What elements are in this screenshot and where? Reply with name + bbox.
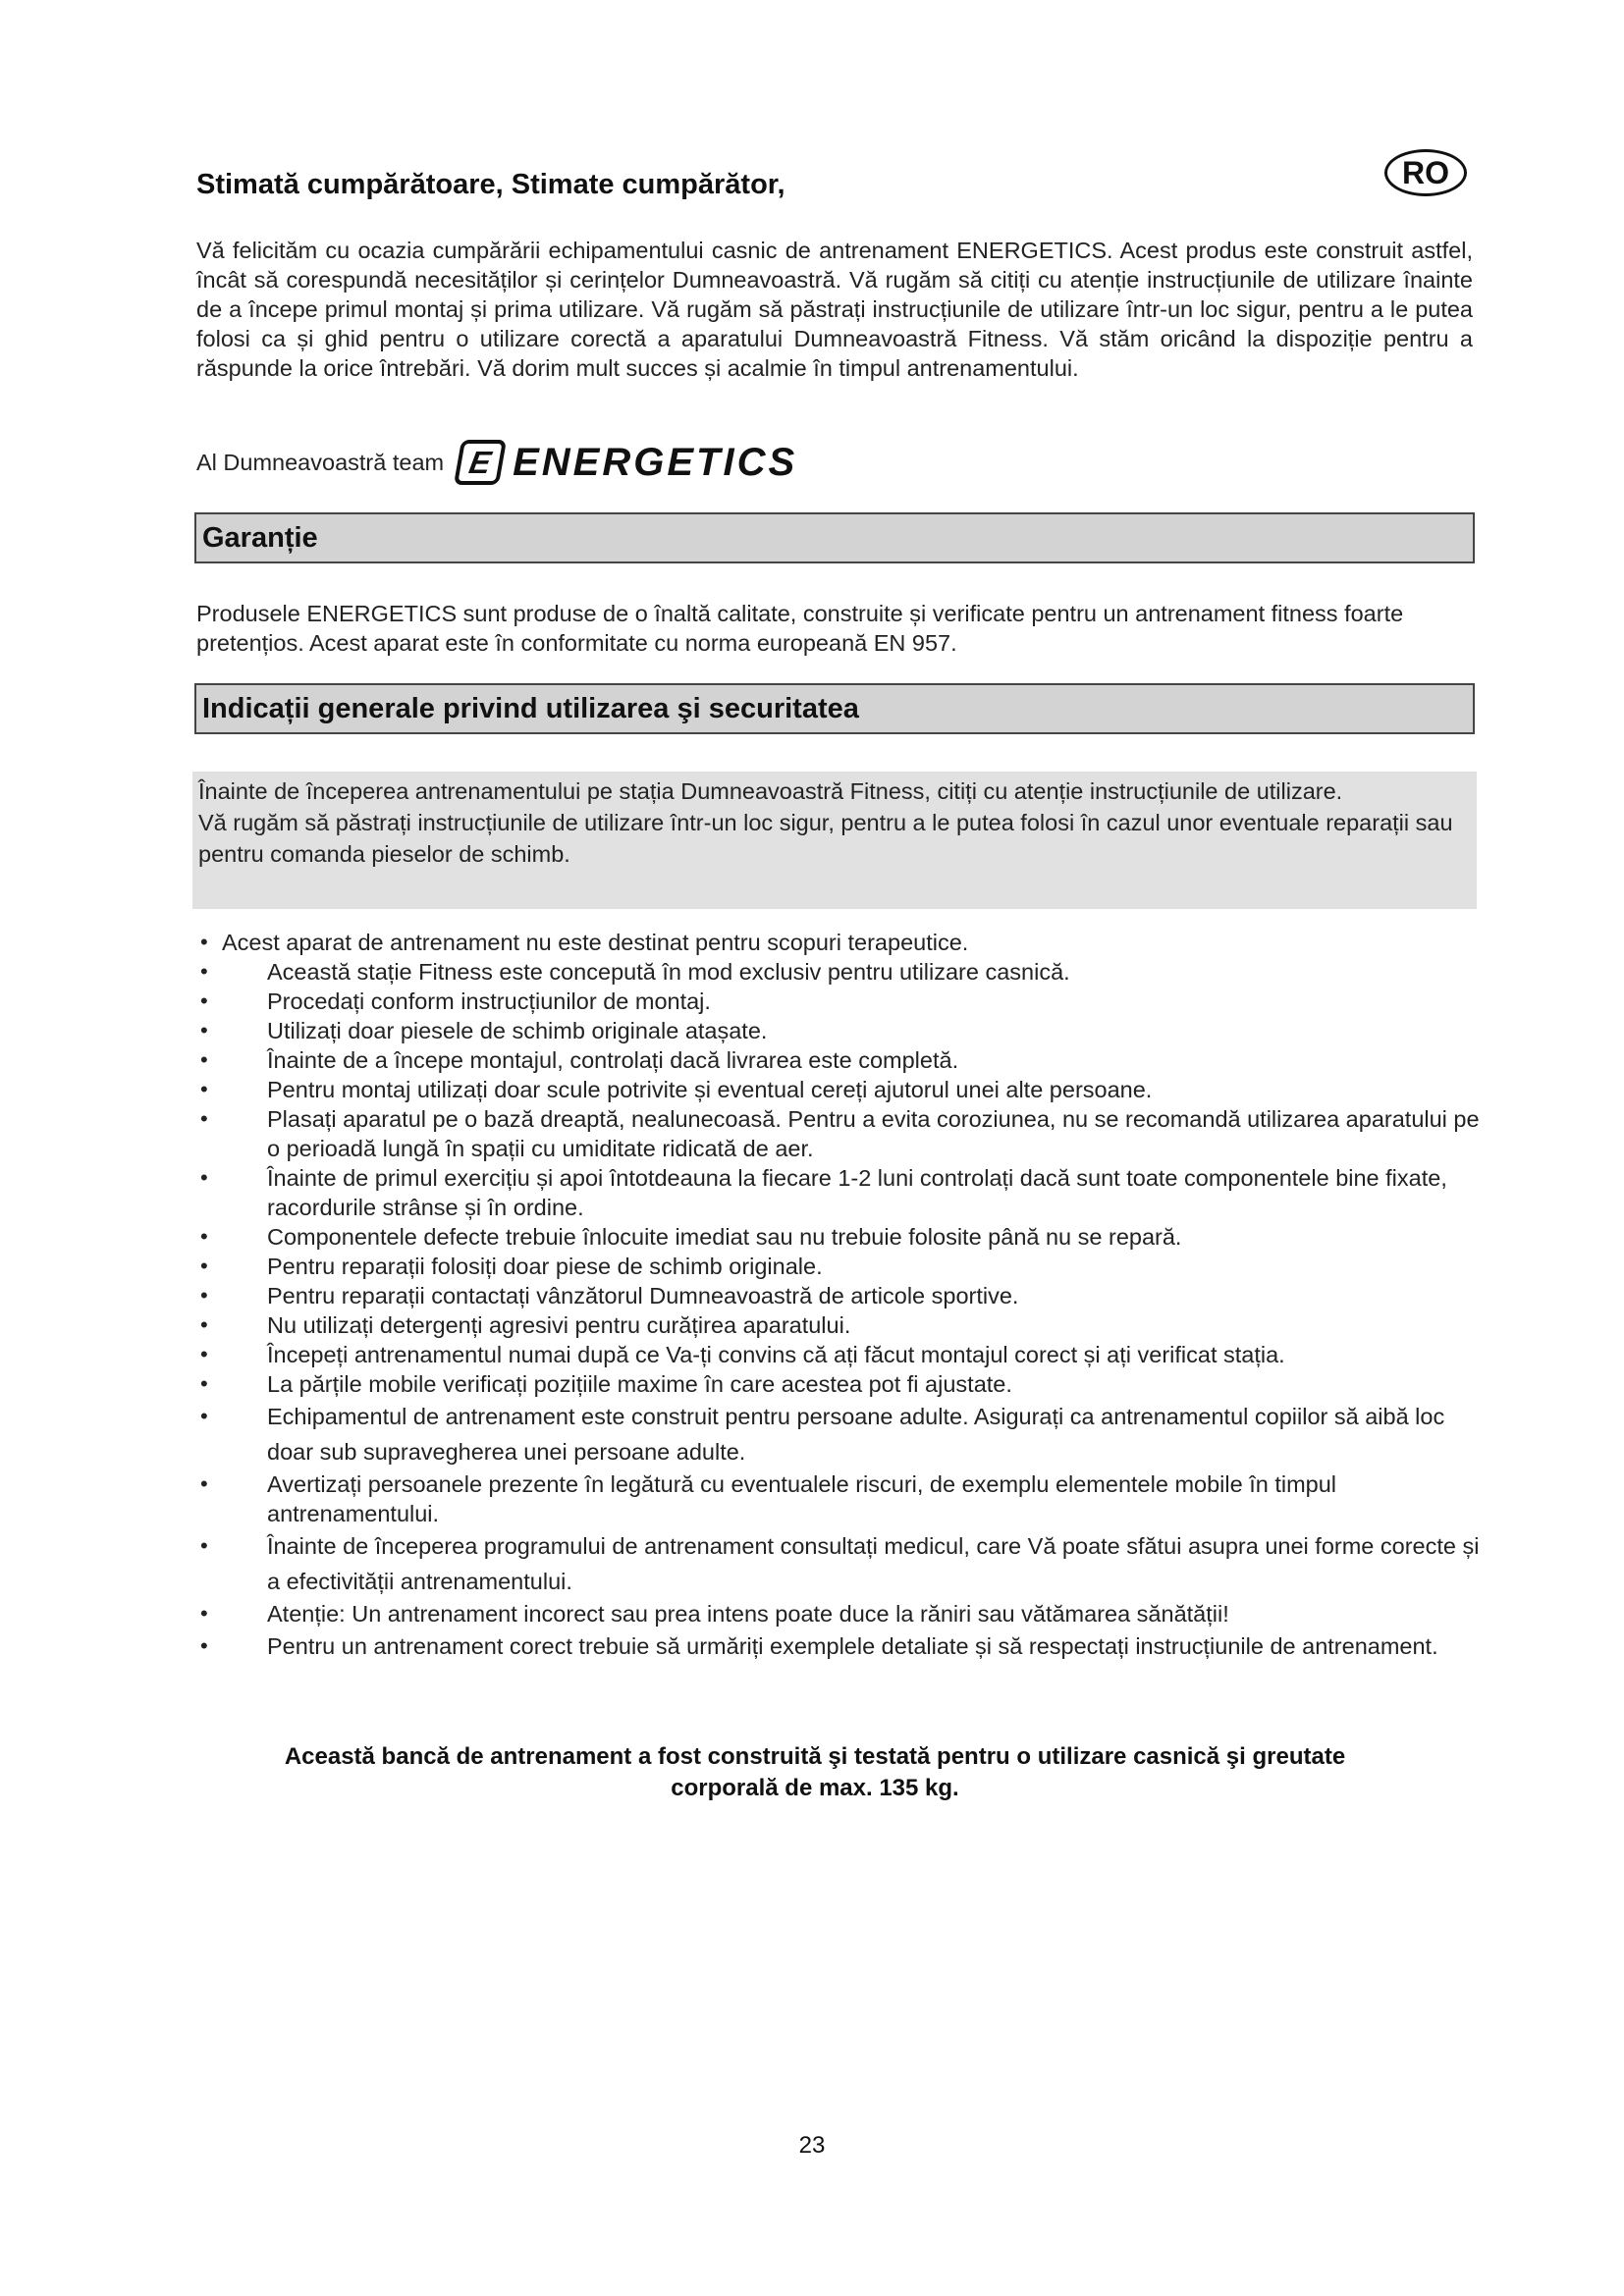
- bullet-icon: •: [200, 1254, 208, 1278]
- bullet-icon: •: [200, 1224, 208, 1249]
- warranty-heading: Garanție: [194, 512, 1475, 563]
- list-item: • Înainte de a începe montajul, controlați dacă livrarea este completă.: [200, 1047, 959, 1073]
- warranty-text: Produsele ENERGETICS sunt produse de o înaltă calitate, construite și verificate pentru un antrenament fitness foarte pretențios. Acest aparat este în conformitate cu norma europeană EN 957.: [196, 601, 1404, 656]
- bullet-icon: •: [200, 1283, 208, 1308]
- bullet-icon: •: [200, 1165, 208, 1190]
- intro-paragraph: Vă felicităm cu ocazia cumpărării echipamentului casnic de antrenament ENERGETICS. Acest produs este construit astfel, încât să corespundă necesităților și cerințelor Dumneavoastră. Vă rugăm să citiți cu atenție instrucțiunile de utilizare înainte de a începe primul montaj și prima utilizare. Vă rugăm să păstrați instrucțiunile de utilizare într-un loc sigur, pentru a le putea folosi ca și ghid pentru o utilizare corectă a aparatului Dumneavoastră Fitness. Vă stăm oricând la dispoziție pentru a răspunde la orice întrebări. Vă dorim mult succes și acalmie în timpul antrenamentului.: [196, 238, 1473, 381]
- closing-statement: [226, 1741, 1404, 1804]
- list-item: • Pentru montaj utilizați doar scule potrivite și eventual cereți ajutorul unei alte persoane.: [200, 1077, 1153, 1102]
- bullet-icon: •: [200, 1342, 208, 1366]
- list-item: • Avertizați persoanele prezente în legătură cu eventualele riscuri, de exemplu elementele mobile în timpul antrenamentului.: [200, 1471, 1337, 1526]
- list-item: • Plasați aparatul pe o bază dreaptă, nealunecoasă. Pentru a evita coroziunea, nu se recomandă utilizarea aparatului pe o perioadă lungă în spații cu umiditate ridicată de aer.: [200, 1106, 1480, 1161]
- closing-line-2: corporală de max. 135 kg.: [671, 1775, 959, 1801]
- list-item: • La părțile mobile verificați pozițiile maxime în care acestea pot fi ajustate.: [200, 1371, 1012, 1397]
- logo-mark-icon: E: [454, 440, 507, 485]
- list-item: • Echipamentul de antrenament este construit pentru persoane adulte. Asigurați ca antrenamentul copiilor să aibă loc doar sub supravegherea unei persoane adulte.: [196, 1399, 1483, 1469]
- list-item: • Înainte de începerea programului de antrenament consultați medicul, care Vă poate sfătui asupra unei forme corecte și a efectivității antrenamentului.: [196, 1528, 1483, 1599]
- list-item: • Pentru reparații contactați vânzătorul Dumneavoastră de articole sportive.: [200, 1283, 1019, 1308]
- bullet-icon: •: [200, 1106, 208, 1131]
- list-item: • Pentru reparații folosiți doar piese de schimb originale.: [200, 1254, 823, 1279]
- logo-wordmark: ENERGETICS: [513, 440, 798, 484]
- list-item: • Înainte de primul exercițiu și apoi întotdeauna la fiecare 1-2 luni controlați dacă sunt toate componentele bine fixate, racordurile strânse și în ordine.: [200, 1165, 1447, 1220]
- bullet-icon: •: [200, 1404, 208, 1428]
- list-item: • Începeți antrenamentul numai după ce Va-ți convins că ați făcut montajul corect și ați verificat stația.: [200, 1342, 1285, 1367]
- bullet-icon: •: [200, 1018, 208, 1042]
- bullet-icon: •: [200, 930, 208, 954]
- list-item: • Componentele defecte trebuie înlocuite imediat sau nu trebuie folosite până nu se repară.: [200, 1224, 1182, 1250]
- usage-note-box: [192, 772, 1477, 909]
- bullet-icon: •: [200, 959, 208, 984]
- list-item: • Acest aparat de antrenament nu este destinat pentru scopuri terapeutice.: [200, 930, 969, 955]
- signoff-text: Al Dumneavoastră team: [196, 449, 445, 475]
- bullet-icon: •: [200, 1312, 208, 1337]
- bullet-icon: •: [200, 988, 208, 1013]
- list-item: • Procedați conform instrucțiunilor de montaj.: [200, 988, 711, 1014]
- usage-note-line-1: Înainte de începerea antrenamentului pe stația Dumneavoastră Fitness, citiți cu atenție instrucțiunile de utilizare.: [198, 778, 1343, 804]
- bullet-icon: •: [200, 1533, 208, 1558]
- safety-list: [196, 928, 1483, 1664]
- bullet-icon: •: [200, 1471, 208, 1496]
- usage-note-line-2: Vă rugăm să păstrați instrucțiunile de utilizare într-un loc sigur, pentru a le putea folosi în cazul unor eventuale reparații sau pentru comanda pieselor de schimb.: [198, 810, 1453, 867]
- list-item: • Pentru un antrenament corect trebuie să urmăriți exemplele detaliate și să respectați instrucțiunile de antrenament.: [196, 1629, 1483, 1664]
- energetics-logo: [458, 440, 797, 485]
- bullet-icon: •: [200, 1077, 208, 1101]
- page-number: 23: [798, 2132, 826, 2159]
- language-badge: RO: [1384, 149, 1467, 196]
- bullet-icon: •: [200, 1371, 208, 1396]
- closing-line-1: Această bancă de antrenament a fost construită şi testată pentru o utilizare casnică şi greutate: [284, 1743, 1346, 1770]
- signoff: [196, 440, 797, 485]
- bullet-icon: •: [200, 1601, 208, 1626]
- general-heading: Indicații generale privind utilizarea şi securitatea: [194, 683, 1475, 734]
- list-item: • Atenție: Un antrenament incorect sau prea intens poate duce la răniri sau vătămarea sănătății!: [200, 1601, 1229, 1627]
- page-title: Stimată cumpărătoare, Stimate cumpărător,: [196, 169, 785, 200]
- bullet-icon: •: [200, 1633, 208, 1658]
- list-item: • Utilizați doar piesele de schimb originale atașate.: [200, 1018, 768, 1043]
- list-item: • Această stație Fitness este concepută în mod exclusiv pentru utilizare casnică.: [200, 959, 1070, 985]
- list-item: • Nu utilizați detergenți agresivi pentru curățirea aparatului.: [200, 1312, 851, 1338]
- bullet-icon: •: [200, 1047, 208, 1072]
